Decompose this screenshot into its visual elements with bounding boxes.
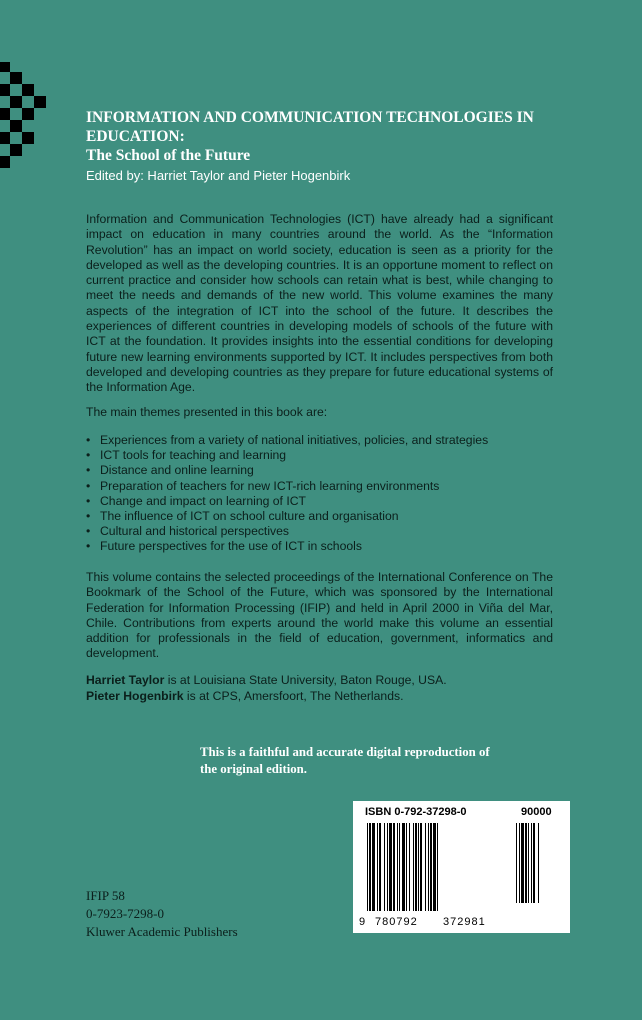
list-item: • Experiences from a variety of national initiatives, policies, and strategies xyxy=(86,433,556,448)
list-item: • Cultural and historical perspectives xyxy=(86,524,556,539)
themes-intro: The main themes presented in this book are: xyxy=(86,405,328,419)
pixel-pattern-logo xyxy=(0,62,48,172)
list-item: • Distance and online learning xyxy=(86,463,556,478)
ean-right-digits: 372981 xyxy=(443,916,486,928)
isbn-barcode xyxy=(353,801,570,933)
reproduction-note: This is a faithful and accurate digital reproduction of the original edition. xyxy=(200,745,490,776)
ean-first-digit: 9 xyxy=(359,916,366,928)
barcode-bars xyxy=(353,801,570,933)
list-item: • Future perspectives for the use of ICT in schools xyxy=(86,539,556,554)
intro-paragraph: Information and Communication Technologies (ICT) have already had a significant impact on education in many countries around the world. As the “Information Revolution” has an impact on world society, education is seen as a priority for the developed as well as the developing countries. It is an opportune moment to reflect on current practice and consider how schools can retain what is best, while changing to meet the needs and demands of the new world. This volume examines the many aspects of the integration of ICT into the school of the future. It describes the experiences of different countries in developing models of schools of the future with ICT at the foundation. It provides insights into the essential conditions for developing future new learning environments supported by ICT. It includes perspectives from both developed and developing countries as they prepare for future educational systems of the Information Age. xyxy=(86,212,553,395)
title-block xyxy=(86,108,586,185)
ean-left-digits: 780792 xyxy=(375,916,418,928)
book-subtitle: The School of the Future xyxy=(86,147,251,164)
author-line xyxy=(86,689,556,705)
isbn-number: 0-7923-7298-0 xyxy=(86,906,164,921)
proceedings-paragraph: This volume contains the selected proceedings of the International Conference on The Bookmark of the School of the Future, which was sponsored by the International Federation for Information Processing (IFIP) and held in April 2000 in Viña del Mar, Chile. Contributions from experts around the world make this volume an essential addition for professionals in the field of education, government, informatics and development. xyxy=(86,570,553,661)
author-affiliations xyxy=(86,673,556,704)
author-line xyxy=(86,673,556,689)
book-title: INFORMATION AND COMMUNICATION TECHNOLOGIES IN EDUCATION: xyxy=(86,109,534,145)
author-affiliation: is at CPS, Amersfoort, The Netherlands. xyxy=(183,688,404,703)
list-item: • Preparation of teachers for new ICT-rich learning environments xyxy=(86,479,556,494)
price-code: 90000 xyxy=(521,806,552,818)
author-name: Pieter Hogenbirk xyxy=(86,688,184,703)
series-info xyxy=(86,887,238,941)
list-item: • Change and impact on learning of ICT xyxy=(86,494,556,509)
author-affiliation: is at Louisiana State University, Baton Rouge, USA. xyxy=(164,673,447,687)
list-item: • ICT tools for teaching and learning xyxy=(86,448,556,463)
editors-line: Edited by: Harriet Taylor and Pieter Hogenbirk xyxy=(86,168,351,183)
isbn-label: ISBN 0-792-37298-0 xyxy=(365,806,467,818)
author-name: Harriet Taylor xyxy=(86,673,165,687)
publisher-name: Kluwer Academic Publishers xyxy=(86,924,238,939)
themes-list xyxy=(86,433,556,555)
list-item: • The influence of ICT on school culture and organisation xyxy=(86,509,556,524)
series-number: IFIP 58 xyxy=(86,888,125,903)
